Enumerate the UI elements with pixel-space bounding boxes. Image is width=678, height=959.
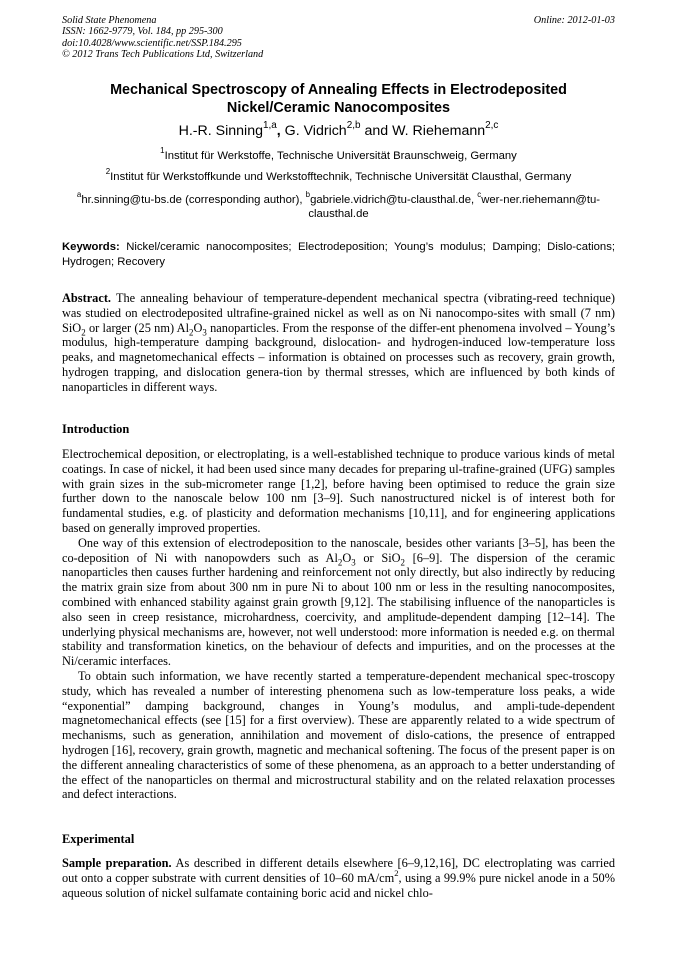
sample-text-1: As described in different details elsewhere [6–9,12,16], DC electroplating was carried out onto a copper substrate with current densities of 10–60 mA/cm [62,856,615,885]
keywords-text: Nickel/ceramic nanocomposites; Electrodeposition; Young’s modulus; Damping; Dislo-cations; Hydrogen; Recovery [62,241,615,268]
abstract-text-1: The annealing behaviour of temperature-dependent mechanical spectra (vibrating-reed technique) was studied on electrodeposited ultrafine-grained nickel as well as on Ni nanocompo-sites with small (7 nm) SiO [62,291,615,335]
keywords-block [62,240,615,270]
abstract-text-4: nanoparticles. From the response of the differ-ent phenomena involved – Young’s modulus, high-temperature damping background, dislocation- and hydrogen-induced low-temperature loss peaks, and magnetomechanical effects – information is obtained on processes such as recovery, grain growth, hydrogen trapping, and dislocation genera-tion by thermal stresses, which are influenced by both kinds of nanoparticles in different ways. [62,320,615,394]
keywords-label: Keywords: [62,241,120,253]
author-and: and [360,123,393,139]
abstract-sub-3: 3 [202,327,207,338]
author-list [62,120,615,140]
online-date: Online: 2012-01-03 [533,15,615,26]
abstract-sub-1: 2 [81,327,86,338]
title-line-2: Nickel/Ceramic Nanocomposites [226,99,451,116]
intro-p2-text-3: or SiO [355,550,401,565]
introduction-heading: Introduction [62,422,130,436]
intro-paragraph-2 [62,536,615,669]
abstract-text-3: O [193,320,203,335]
author-2-affil: 2,b [346,120,361,132]
sample-preparation-label: Sample preparation. [62,856,172,870]
affiliation-1-text: Institut für Werkstoffe, Technische Universität Braunschweig, Germany [164,150,517,162]
author-emails [62,190,615,221]
author-2: G. Vidrich [284,123,347,139]
affiliation-1-number: 1 [160,146,165,156]
copyright-notice: © 2012 Trans Tech Publications Ltd, Switzerland [62,48,264,60]
journal-name: Solid State Phenomena [62,15,157,26]
affiliation-2 [40,167,637,184]
intro-p2-text-4: [6–9]. The dispersion of the ceramic nanoparticles then causes further hardening and reinforcement not only directly, but also indirectly by reducing the matrix grain size from about 300 nm in pure Ni to about 100 nm or less in the resulting nanocomposites, combined with enhanced stability against grain growth [9,12]. The stabilising influence of the nanoparticles is also seen in creep resistance, microhardness, coercivity, and amplitude-dependent damping [12–14]. The underlying physical mechanisms are, however, not well understood: more information is needed e.g. on thermal stability and transformation kinetics, on the behaviour of defects and impurities, and on the processes at the Ni/ceramic interfaces. [62,550,615,669]
journal-issn: ISSN: 1662-9779, Vol. 184, pp 295-300 [62,26,223,38]
journal-doi: doi:10.4028/www.scientific.net/SSP.184.295 [62,37,242,49]
sample-sup-1: 2 [394,867,399,878]
journal-header [62,15,615,60]
introduction-section [62,447,615,802]
author-1: H.-R. Sinning [178,123,263,139]
email-a: hr.sinning@tu-bs.de (corresponding author), [81,194,306,206]
abstract-sub-2: 2 [189,327,194,338]
author-separator: , [276,123,285,139]
intro-p2-sub-3: 2 [400,557,405,568]
abstract-text-2: or larger (25 nm) Al [85,320,190,335]
email-c-marker: c [477,190,482,200]
abstract-paragraph [62,291,615,395]
author-3: W. Riehemann [392,123,486,139]
intro-p2-text-1: One way of this extension of electrodeposition to the nanoscale, besides other variants [3–5], has been the co-deposition of Ni with nanopowders such as Al [62,535,615,565]
intro-p2-sub-1: 2 [337,557,343,568]
abstract-section [62,291,615,395]
sample-text-2: , using a 99.9% pure nickel anode in a 50% aqueous solution of nickel sulfamate containing boric acid and nickel chlo- [62,870,615,900]
intro-paragraph-1: Electrochemical deposition, or electroplating, is a well-established technique to produce various kinds of metal coatings. In case of nickel, it had been used since many decades for preparing ul-trafine-grained (UFG) samples with grain sizes in the sub-micrometer range [1,2], before having been optimised to reduce the grain size further down to the nanoscale below 100 nm [3–9]. Such nanostructured nickel is of interest both for fundamental studies, e.g. of plasticity and deformation mechanisms [10,11], and for engineering applications based on generally improved properties. [62,447,615,535]
affiliation-2-text: Institut für Werkstoffkunde und Werkstofftechnik, Technische Universität Clausthal, Germany [110,171,572,183]
paper-title [62,82,615,117]
email-a-marker: a [76,190,82,200]
author-1-affil: 1,a [262,120,277,132]
intro-p2-sub-2: 3 [351,557,356,568]
experimental-section [62,856,615,900]
author-3-affil: 2,c [485,120,499,132]
affiliation-1 [40,146,637,163]
email-c: wer-ner.riehemann@tu-clausthal.de [308,194,601,220]
affiliation-2-number: 2 [105,167,111,177]
sample-preparation-paragraph [62,856,615,900]
intro-paragraph-3: To obtain such information, we have recently started a temperature-dependent mechanical spec-troscopy study, which has revealed a number of interesting phenomena such as low-temperature loss peaks, a wide “exponential” damping background, changes in Young’s modulus, and ampli-tude-dependent magnetomechanical effects (see [15] for a first overview). These are apparently related to a wide spectrum of mechanisms, such as generation, annihilation and movement of dislo-cations, the presence of entrapped hydrogen [16], recovery, grain growth, magnetic and mechanical softening. The focus of the present paper is on the different annealing characteristics of some of these phenomena, as an approach to a better understanding of the effect of the nanoparticles on thermal and microstructural stability and on the related relaxation processes and defect interactions. [62,668,615,802]
title-line-1: Mechanical Spectroscopy of Annealing Effects in Electrodeposited [110,82,567,98]
email-b-marker: b [305,190,311,200]
abstract-label: Abstract. [62,291,112,305]
email-b: gabriele.vidrich@tu-clausthal.de, [310,194,478,206]
experimental-heading: Experimental [62,832,135,846]
intro-p2-text-2: O [342,550,352,565]
